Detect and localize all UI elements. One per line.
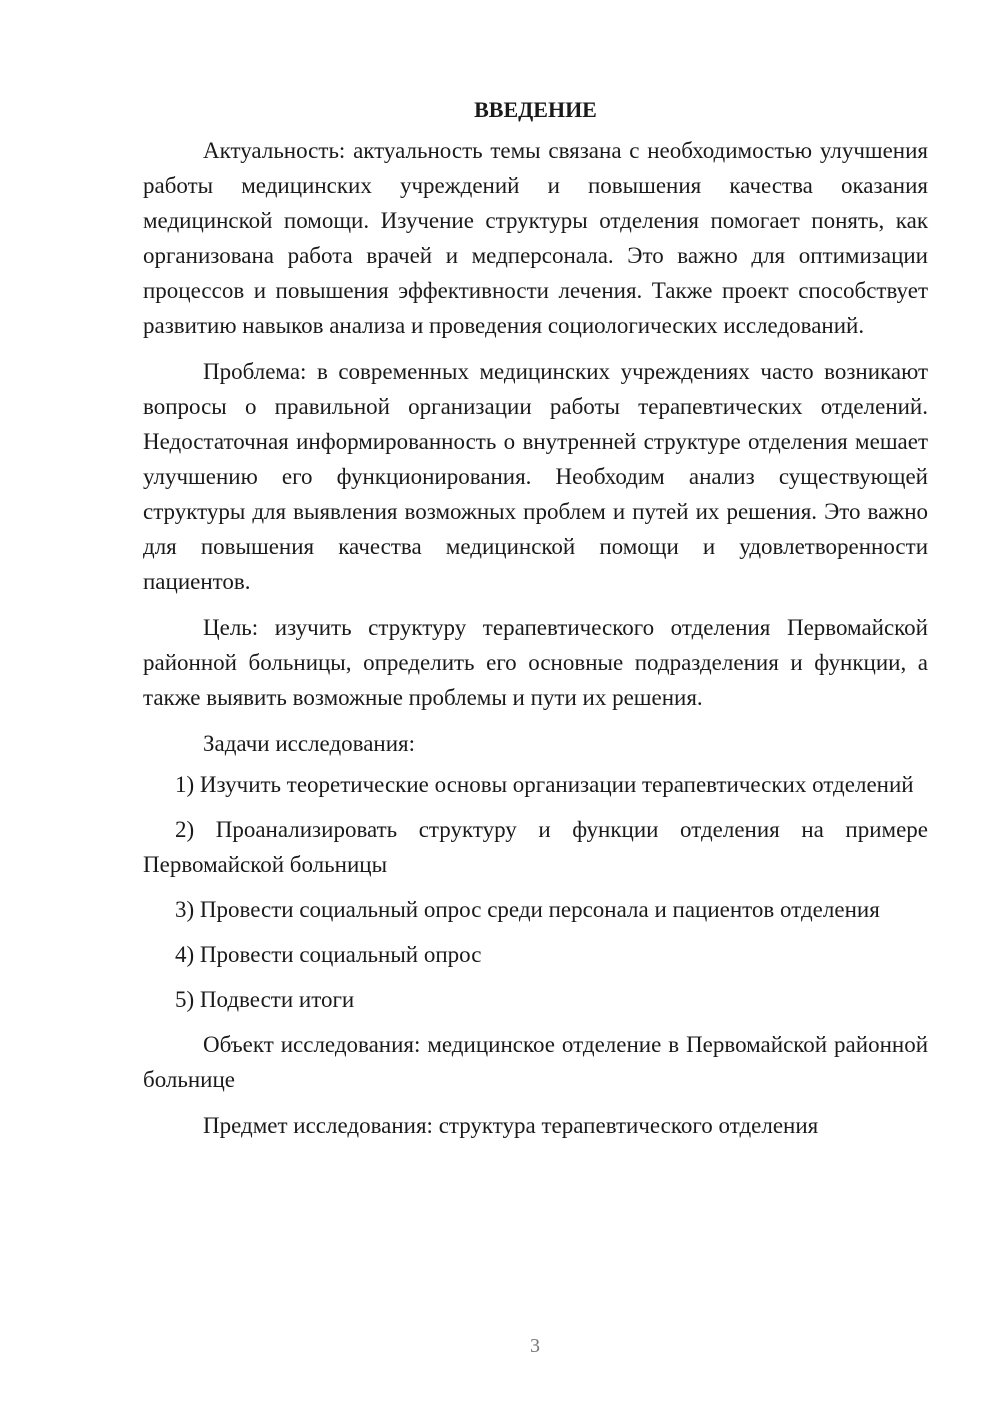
page-content — [143, 92, 928, 1154]
page-title: ВВЕДЕНИЕ — [474, 97, 597, 122]
tasks-list — [143, 767, 928, 1017]
relevance-paragraph: Актуальность: актуальность темы связана с необходимостью улучшения работы медицинских учреждений и повышения качества оказания медицинской помощи. Изучение структуры отделения помогает понять, как организована работа врачей и медперсонала. Это важно для оптимизации процессов и повышения эффективности лечения. Также проект способствует развитию навыков анализа и проведения социологических исследований. — [143, 138, 928, 338]
list-item: 3) Провести социальный опрос среди персонала и пациентов отделения — [175, 897, 880, 922]
subject-paragraph: Предмет исследования: структура терапевтического отделения — [203, 1113, 819, 1138]
list-item: 2) Проанализировать структуру и функции отделения на примере Первомайской больницы — [143, 817, 928, 877]
tasks-title: Задачи исследования: — [203, 731, 416, 756]
problem-paragraph: Проблема: в современных медицинских учреждениях часто возникают вопросы о правильной организации работы терапевтических отделений. Недостаточная информированность о внутренней структуре отделения мешает улучшению его функционирования. Необходим анализ существующей структуры для выявления возможных проблем и путей их решения. Это важно для повышения качества медицинской помощи и удовлетворенности пациентов. — [143, 359, 928, 594]
page-number: 3 — [530, 1335, 540, 1357]
list-item: 5) Подвести итоги — [175, 987, 355, 1012]
goal-paragraph: Цель: изучить структуру терапевтического отделения Первомайской районной больницы, определить его основные подразделения и функции, а также выявить возможные проблемы и пути их решения. — [143, 615, 928, 710]
object-paragraph: Объект исследования: медицинское отделение в Первомайской районной больнице — [143, 1032, 928, 1092]
list-item: 1) Изучить теоретические основы организации терапевтических отделений — [175, 772, 914, 797]
list-item: 4) Провести социальный опрос — [175, 942, 482, 967]
